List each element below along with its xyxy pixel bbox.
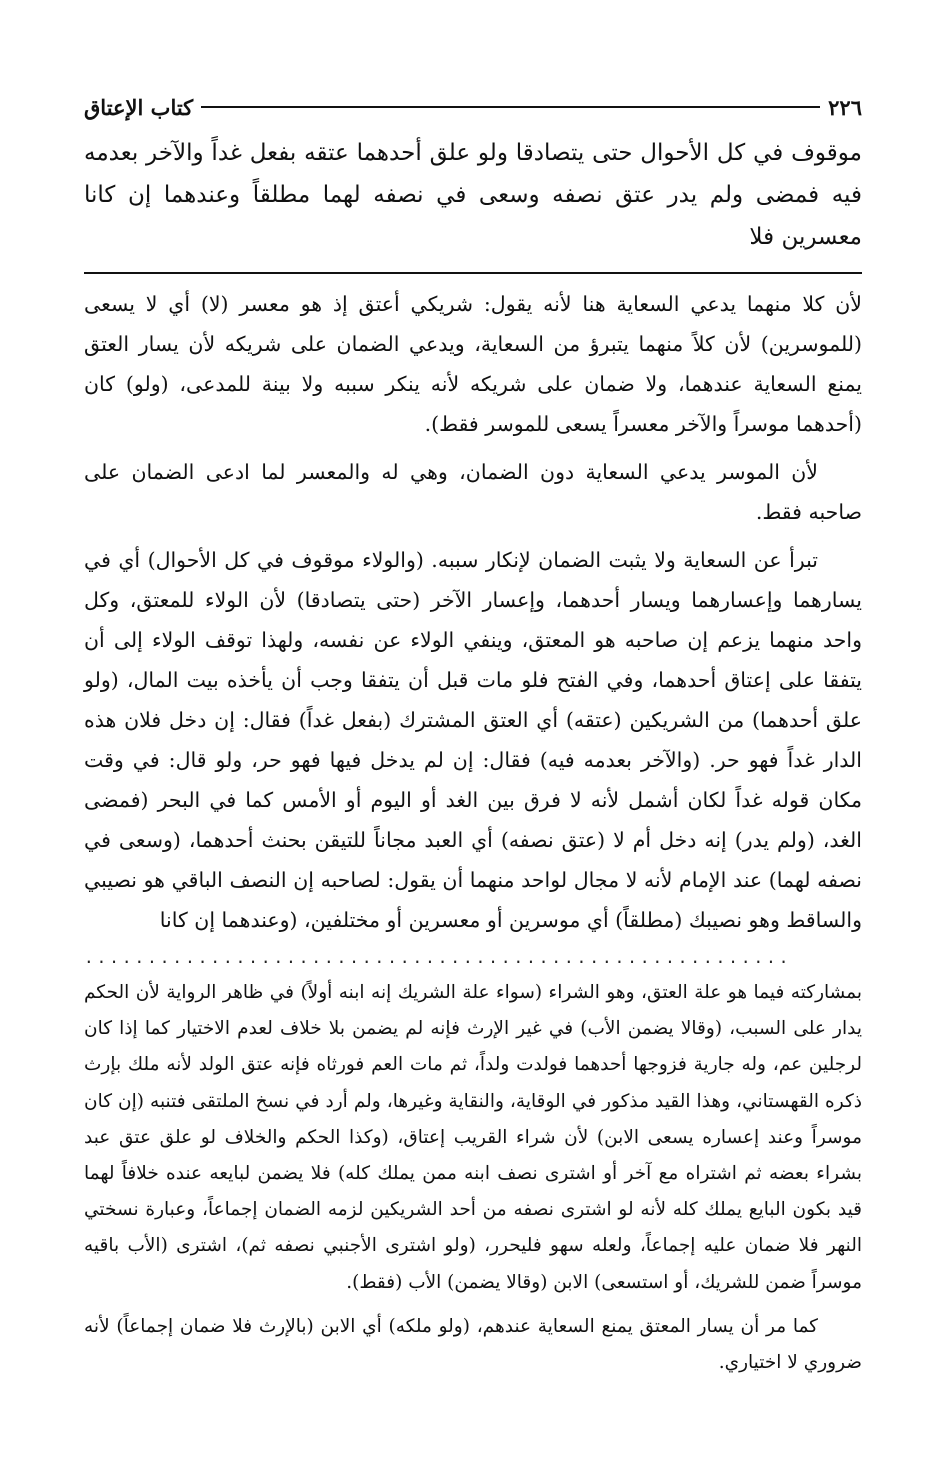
header-rule [201,106,820,108]
commentary-paragraph-3: تبرأ عن السعاية ولا يثبت الضمان لإنكار سببه. (والولاء موقوف في كل الأحوال) أي في يسارهما وإعسارهما ويسار أحدهما، وإعسار الآخر (حتى يتصادقا) لأن الولاء للمعتق، وكل واحد منهما يزعم إن صاحبه هو المعتق، وينفي الولاء عن نفسه، ولهذا توقف الولاء إلى أن يتفقا على إعتاق أحدهما، وفي الفتح فلو مات قبل أن يتفقا وجب أن يأخذه بيت المال، (ولو علق أحدهما) من الشريكين (عتقه) أي العتق المشترك (بفعل غداً) فقال: إن دخل فلان هذه الدار غداً فهو حر. (والآخر بعدمه فيه) فقال: إن لم يدخل فيها فهو حر، ولو قال: في وقت مكان قوله غداً لكان أشمل لأنه لا فرق بين الغد أو اليوم أو الأمس كما في البحر (فمضى الغد، (ولم يدر) إنه دخل أم لا (عتق نصفه) أي العبد مجاناً للتيقن بحنث أحدهما، (وسعى في نصفه لهما) عند الإمام لأنه لا مجال لواحد منهما أن يقول: لصاحبه إن النصف الباقي هو نصيبي والساقط وهو نصيبك (مطلقاً) أي موسرين أو معسرين أو مختلفين، (وعندهما إن كانا [84,548,862,932]
commentary-paragraph-1: لأن كلا منهما يدعي السعاية هنا لأنه يقول: شريكي أعتق إذ هو معسر (لا) أي لا يسعى (للموسرين) لأن كلاً منهما يتبرؤ من السعاية، ويدعي الضمان على شريكه لأن يسار العتق يمنع السعاية عندهما، ولا ضمان على شريكه لأنه ينكر سببه ولا بينة للمدعى، (ولو) كان (أحدهما موسراً والآخر معسراً يسعى للموسر فقط). [84,292,862,436]
commentary [84,284,862,940]
margin-note-paragraph-1: بمشاركته فيما هو علة العتق، وهو الشراء (سواء علة الشريك إنه ابنه أولاً) في ظاهر الرواية لأن الحكم يدار على السبب، (وقالا يضمن الأب) في غير الإرث فإنه لم يضمن بلا خلاف لعدم الاختيار كما إذا كان لرجلين عم، وله جارية فزوجها أحدهما فولدت ولداً، ثم مات العم فورثاه فإنه عتق الولد لأنه ملك بإرث ذكره القهستاني، وهذا القيد مذكور في الوقاية، والنقاية وغيرها، ولم أرد في نسخ الملتقى فتنبه (إن كان موسراً وعند إعساره يسعى الابن) لأن شراء القريب إعتاق، (وكذا الحكم والخلاف لو علق عتق عبد بشراء بعضه ثم اشتراه مع آخر أو اشترى نصف ابنه ممن يملك كله) فلا يضمن لبايعه عنده خلافاً لهما قيد بكون البايع يملك كله لأنه لو اشترى نصفه من أحد الشريكين لزمه الضمان إجماعاً، وعبارة نسختي النهر فلا ضمان عليه إجماعاً، ولعله سهو فليحرر، (ولو اشترى الأجنبي نصفه ثم)، اشترى (الأب باقيه موسراً ضمن للشريك، أو استسعى) الابن (وقالا يضمن) الأب (فقط). [84,982,862,1293]
margin-note-paragraph-2: كما مر أن يسار المعتق يمنع السعاية عندهم، (ولو ملكه) أي الابن (بالإرث فلا ضمان إجماعاً) لأنه ضروري لا اختياري. [84,1315,862,1374]
book-title: كتاب الإعتاق [84,94,194,120]
matn-text: موقوف في كل الأحوال حتى يتصادقا ولو علق أحدهما عتقه بفعل غداً والآخر بعدمه فيه فمضى ولم يدر عتق نصفه وسعى في نصفه لهما مطلقاً وعندهما إن كانا معسرين فلا [84,140,862,250]
matn-separator [84,272,862,274]
commentary-paragraph-2: لأن الموسر يدعي السعاية دون الضمان، وهي له والمعسر لما ادعى الضمان على صاحبه فقط. [84,460,862,524]
margin-notes [84,975,862,1381]
footnote-separator-dots: ........................................................ [84,948,792,967]
page-number: ٢٢٦ [828,94,862,120]
page-header [84,92,862,122]
